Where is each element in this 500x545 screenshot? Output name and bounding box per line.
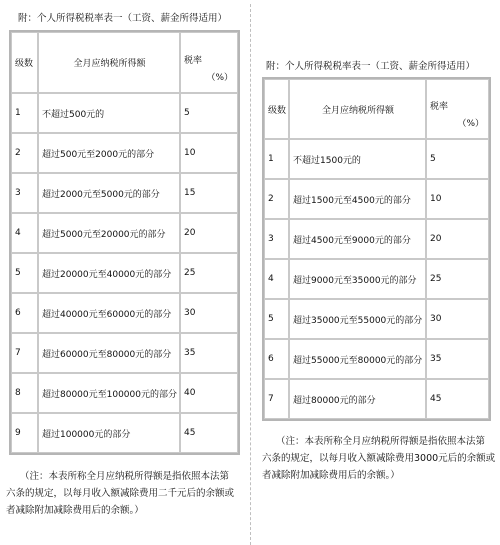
- column-header-level: 级数: [11, 32, 38, 93]
- footnote-line: 者减除附加减除费用后的余额。）: [262, 470, 400, 481]
- income-range-cell: 超过5000元至20000元的部分: [38, 213, 180, 253]
- column-header-income: 全月应纳税所得额: [38, 32, 180, 93]
- level-cell: 2: [264, 179, 289, 219]
- income-range-cell: 超过100000元的部分: [38, 413, 180, 453]
- rate-cell: 10: [180, 133, 238, 173]
- income-range-cell: 超过9000元至35000元的部分: [289, 259, 426, 299]
- column-divider: [250, 4, 251, 545]
- right-rate-table-panel: [262, 60, 496, 484]
- footnote-line: 六条的规定，以每月收入额减除费用3000元后的余额或: [262, 453, 496, 464]
- table-row: [264, 179, 489, 219]
- table-row: [11, 333, 238, 373]
- income-range-cell: 不超过1500元的: [289, 139, 426, 179]
- income-range-cell: 超过55000元至80000元的部分: [289, 339, 426, 379]
- rate-cell: 20: [180, 213, 238, 253]
- column-header-rate: [180, 32, 238, 93]
- level-cell: 7: [264, 379, 289, 419]
- rate-cell: 30: [426, 299, 489, 339]
- income-range-cell: 超过80000元至100000元的部分: [38, 373, 180, 413]
- rate-cell: 30: [180, 293, 238, 333]
- level-cell: 2: [11, 133, 38, 173]
- level-cell: 3: [11, 173, 38, 213]
- rate-cell: 10: [426, 179, 489, 219]
- rate-cell: 5: [426, 139, 489, 179]
- column-header-rate: [426, 79, 489, 139]
- table-row: [11, 293, 238, 333]
- rate-cell: 40: [180, 373, 238, 413]
- column-header-level: 级数: [264, 79, 289, 139]
- footnote-line: 者减除附加减除费用后的余额。）: [6, 505, 144, 516]
- table-title: 附：个人所得税税率表一（工资、薪金所得适用）: [266, 61, 476, 72]
- income-range-cell: 超过80000元的部分: [289, 379, 426, 419]
- table-row: [264, 139, 489, 179]
- table-header-row: [264, 79, 489, 139]
- rate-cell: 5: [180, 93, 238, 133]
- rate-cell: 20: [426, 219, 489, 259]
- tax-rate-table: [9, 30, 240, 455]
- footnote-text: （注：本表所称全月应纳税所得额是指依照本法第: [20, 471, 230, 482]
- rate-cell: 35: [180, 333, 238, 373]
- rate-header-unit: （%）: [457, 119, 485, 129]
- table-title: 附：个人所得税税率表一（工资、薪金所得适用）: [18, 13, 228, 24]
- table-row: [264, 219, 489, 259]
- table-row: [11, 413, 238, 453]
- income-range-cell: 超过35000元至55000元的部分: [289, 299, 426, 339]
- table-row: [11, 253, 238, 293]
- tax-rate-table: [262, 77, 491, 421]
- income-range-cell: 超过1500元至4500元的部分: [289, 179, 426, 219]
- income-range-cell: 超过40000元至60000元的部分: [38, 293, 180, 333]
- level-cell: 3: [264, 219, 289, 259]
- rate-cell: 35: [426, 339, 489, 379]
- table-row: [11, 213, 238, 253]
- rate-header-unit: （%）: [206, 72, 233, 83]
- table-row: [11, 93, 238, 133]
- level-cell: 1: [264, 139, 289, 179]
- level-cell: 1: [11, 93, 38, 133]
- footnote-line: 六条的规定，以每月收入额减除费用二千元后的余额或: [6, 488, 235, 499]
- rate-cell: 45: [426, 379, 489, 419]
- footnote-line: [6, 468, 246, 485]
- table-header-row: [11, 32, 238, 93]
- footnote-line: [262, 433, 496, 450]
- table-row: [264, 299, 489, 339]
- level-cell: 6: [11, 293, 38, 333]
- table-row: [11, 373, 238, 413]
- footnote-text: （注：本表所称全月应纳税所得额是指依照本法第: [276, 436, 486, 447]
- rate-header-label: 税率: [184, 55, 203, 66]
- rate-cell: 25: [180, 253, 238, 293]
- rate-cell: 45: [180, 413, 238, 453]
- table-row: [264, 339, 489, 379]
- level-cell: 5: [11, 253, 38, 293]
- level-cell: 4: [11, 213, 38, 253]
- income-range-cell: 超过20000元至40000元的部分: [38, 253, 180, 293]
- income-range-cell: 超过60000元至80000元的部分: [38, 333, 180, 373]
- rate-cell: 25: [426, 259, 489, 299]
- income-range-cell: 超过4500元至9000元的部分: [289, 219, 426, 259]
- level-cell: 7: [11, 333, 38, 373]
- table-footnote: [6, 468, 246, 519]
- table-row: [264, 379, 489, 419]
- rate-header-label: 税率: [430, 102, 449, 112]
- rate-cell: 15: [180, 173, 238, 213]
- left-rate-table-panel: [6, 12, 246, 519]
- level-cell: 5: [264, 299, 289, 339]
- income-range-cell: 超过2000元至5000元的部分: [38, 173, 180, 213]
- level-cell: 8: [11, 373, 38, 413]
- level-cell: 9: [11, 413, 38, 453]
- level-cell: 6: [264, 339, 289, 379]
- table-row: [11, 173, 238, 213]
- table-row: [11, 133, 238, 173]
- income-range-cell: 超过500元至2000元的部分: [38, 133, 180, 173]
- table-row: [264, 259, 489, 299]
- level-cell: 4: [264, 259, 289, 299]
- column-header-income: 全月应纳税所得额: [289, 79, 426, 139]
- income-range-cell: 不超过500元的: [38, 93, 180, 133]
- table-footnote: [262, 433, 496, 484]
